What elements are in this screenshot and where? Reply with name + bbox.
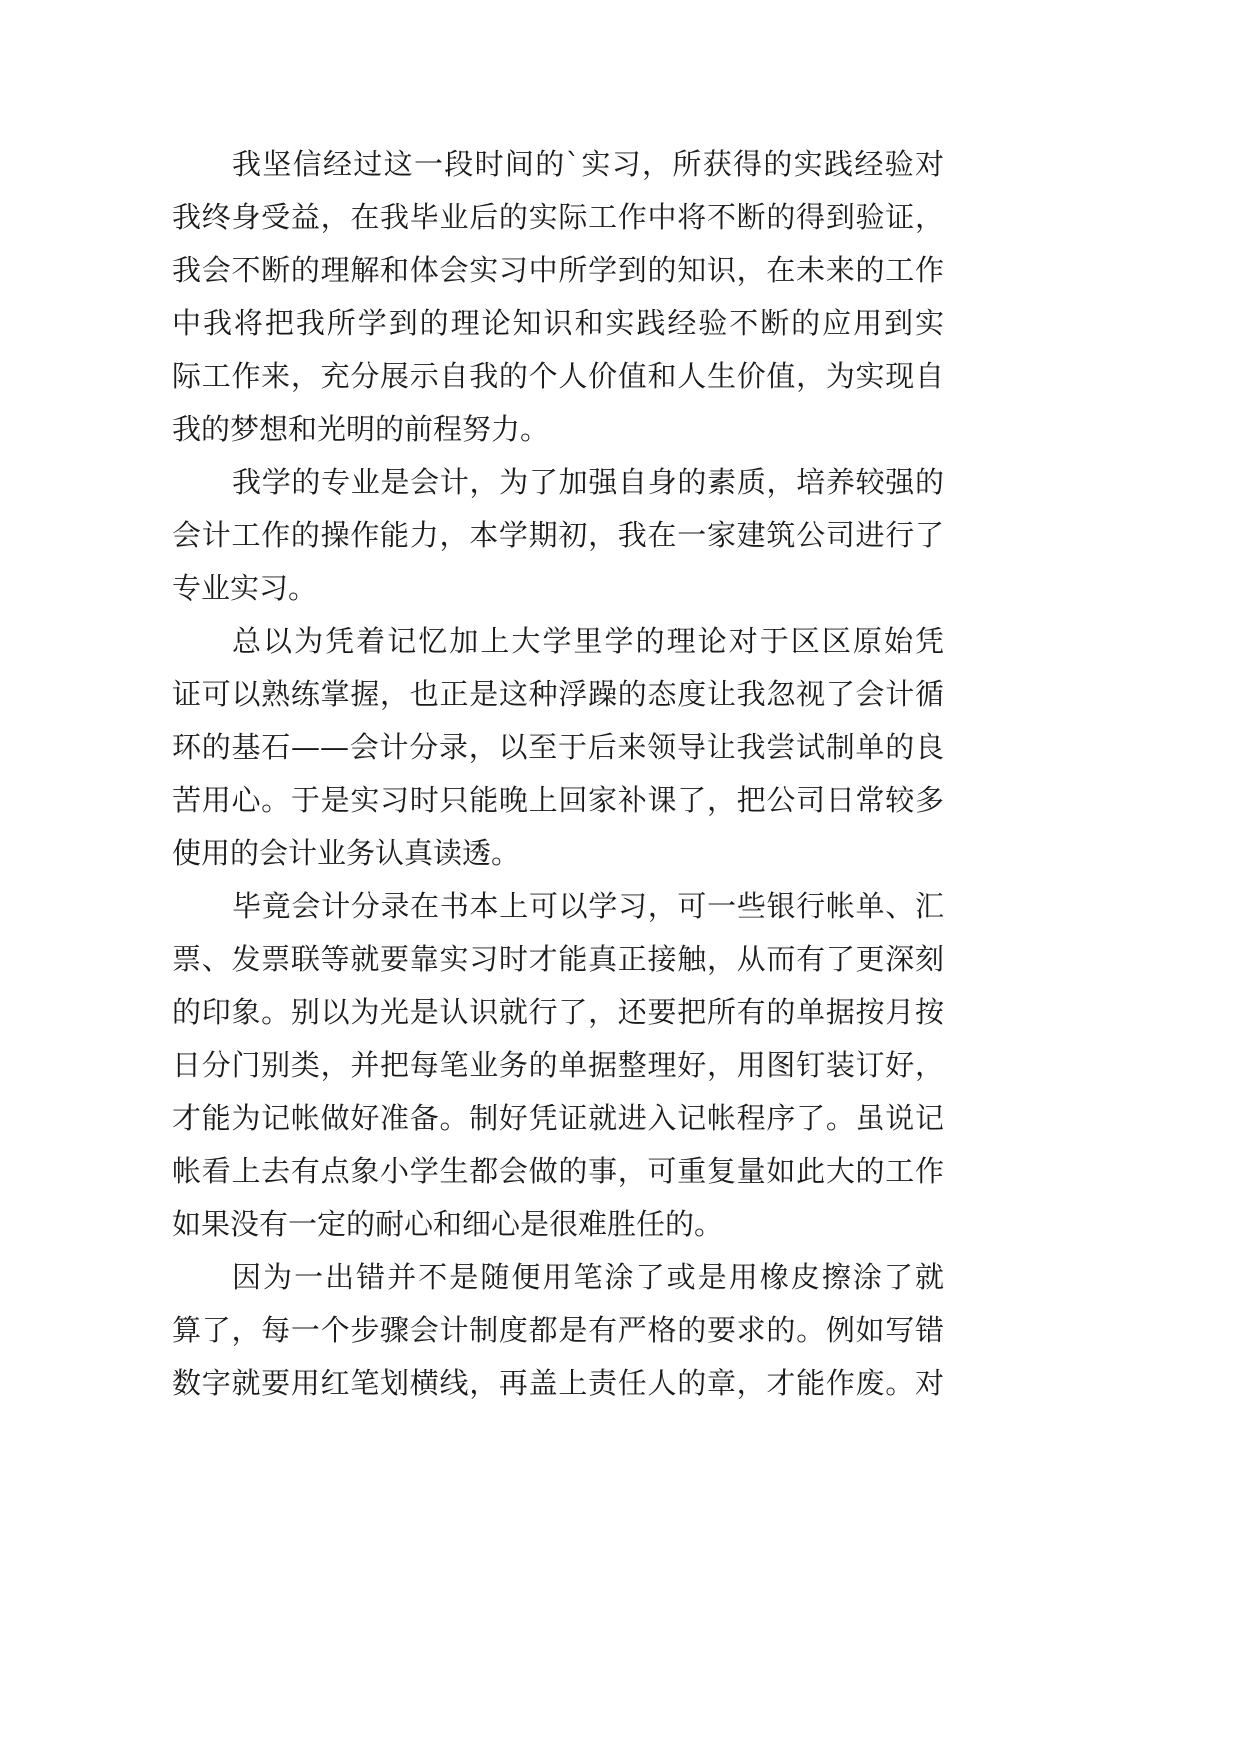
text-line: 中我将把我所学到的理论知识和实践经验不断的应用到实 bbox=[172, 306, 944, 340]
paragraph bbox=[172, 1251, 944, 1410]
text-line: 算了，每一个步骤会计制度都是有严格的要求的。例如写错 bbox=[172, 1313, 944, 1347]
paragraph bbox=[172, 456, 944, 615]
text-line: 专业实习。 bbox=[172, 571, 318, 605]
text-line: 我终身受益，在我毕业后的实际工作中将不断的得到验证， bbox=[172, 200, 944, 234]
body-text bbox=[172, 138, 944, 1410]
text-line: 苦用心。于是实习时只能晚上回家补课了，把公司日常较多 bbox=[172, 783, 944, 817]
text-line: 日分门别类，并把每笔业务的单据整理好，用图钉装订好， bbox=[172, 1048, 944, 1082]
text-line: 毕竟会计分录在书本上可以学习，可一些银行帐单、汇 bbox=[232, 889, 944, 923]
paragraph bbox=[172, 615, 944, 880]
text-line: 会计工作的操作能力，本学期初，我在一家建筑公司进行了 bbox=[172, 518, 944, 552]
text-line: 如果没有一定的耐心和细心是很难胜任的。 bbox=[172, 1207, 724, 1241]
text-line: 数字就要用红笔划横线，再盖上责任人的章，才能作废。对 bbox=[172, 1366, 944, 1400]
text-line: 的印象。别以为光是认识就行了，还要把所有的单据按月按 bbox=[172, 995, 944, 1029]
text-line: 证可以熟练掌握，也正是这种浮躁的态度让我忽视了会计循 bbox=[172, 677, 944, 711]
text-line: 我坚信经过这一段时间的`实习，所获得的实践经验对 bbox=[232, 147, 944, 181]
text-line: 总以为凭着记忆加上大学里学的理论对于区区原始凭 bbox=[232, 624, 944, 658]
text-line: 帐看上去有点象小学生都会做的事，可重复量如此大的工作 bbox=[172, 1154, 944, 1188]
text-line: 才能为记帐做好准备。制好凭证就进入记帐程序了。虽说记 bbox=[172, 1101, 944, 1135]
text-line: 我会不断的理解和体会实习中所学到的知识，在未来的工作 bbox=[172, 253, 944, 287]
paragraph bbox=[172, 138, 944, 456]
text-line: 我学的专业是会计，为了加强自身的素质，培养较强的 bbox=[232, 465, 944, 499]
text-line: 际工作来，充分展示自我的个人价值和人生价值，为实现自 bbox=[172, 359, 944, 393]
text-line: 环的基石——会计分录，以至于后来领导让我尝试制单的良 bbox=[172, 730, 944, 764]
text-line: 因为一出错并不是随便用笔涂了或是用橡皮擦涂了就 bbox=[232, 1260, 944, 1294]
text-line: 我的梦想和光明的前程努力。 bbox=[172, 412, 550, 446]
text-line: 票、发票联等就要靠实习时才能真正接触，从而有了更深刻 bbox=[172, 942, 944, 976]
text-line: 使用的会计业务认真读透。 bbox=[172, 836, 521, 870]
paragraph bbox=[172, 880, 944, 1251]
